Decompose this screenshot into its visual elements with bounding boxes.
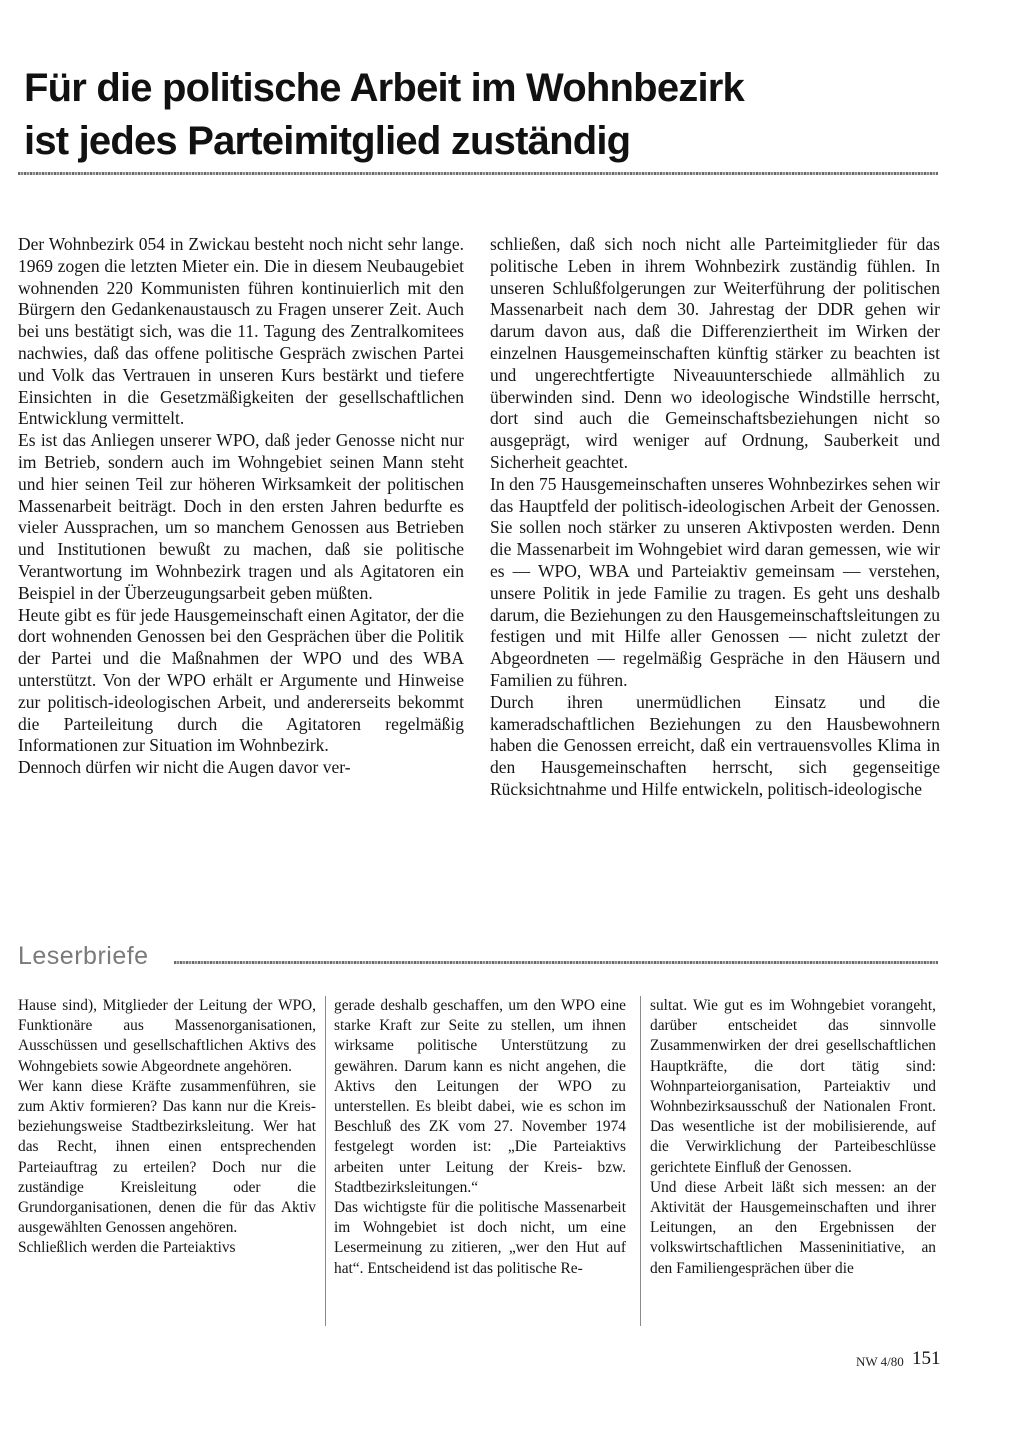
letters-paragraph: Hause sind), Mitglieder der Leitung der WPO, Funktionäre aus Massenorganisationen, Ausschüssen und gesellschaftlichen Aktivs des Wohngebiets sowie Abgeordnete angehören. [18,997,316,1075]
column-separator [325,996,326,1326]
article-column-left [18,234,464,779]
section-divider [174,961,938,964]
letters-column-2 [334,996,626,1279]
letters-column-3 [650,996,936,1279]
article-paragraph: Es ist das Anliegen unserer WPO, daß jeder Genosse nicht nur im Betrieb, sondern auch im Wohngebiet seinen Mann steht und hier seinen Teil zur höheren Wirksamkeit der politischen Massenarbeit beiträgt. Doch in den ersten Jahren bedurfte es vieler Aussprachen, um so manchem Genossen aus Betrieben und Institutionen bewußt zu machen, daß sie politische Verantwortung im Wohnbezirk tragen und als Agitatoren ein Beispiel in der Überzeugungsarbeit geben müßten. [18,430,464,603]
article-column-right [490,234,940,801]
article-paragraph: Durch ihren unermüdlichen Einsatz und die kameradschaftlichen Beziehungen zu den Hausbewohnern haben die Genossen erreicht, daß ein vertrauensvolles Klima in den Hausgemeinschaften herrscht, sich gegenseitige Rücksichtnahme und Hilfe entwickeln, politisch-ideologische [490,691,940,799]
journal-reference: NW 4/80 [856,1354,904,1369]
column-separator [640,996,641,1326]
page-number: 151 [912,1348,941,1369]
article-paragraph: In den 75 Hausgemeinschaften unseres Wohnbezirkes sehen wir das Hauptfeld der politisch-ideologischen Arbeit der Genossen. Sie sollen noch stärker zu unseren Aktivposten werden. Denn die Massenarbeit im Wohngebiet wird daran gemessen, wie wir es — WPO, WBA und Parteiaktiv gemeinsam — verstehen, unsere Politik in jede Familie zu tragen. Es geht uns deshalb darum, die Beziehungen zu den Hausgemeinschaftsleitungen zu festigen und mit Hilfe aller Genossen — nicht zuletzt der Abgeordneten — regelmäßig Gespräche in den Häusern und Familien zu führen. [490,473,940,690]
article-paragraph: schließen, daß sich noch nicht alle Parteimitglieder für das politische Leben in ihrem Wohnbezirk zuständig fühlen. In unseren Schlußfolgerungen zur Weiterführung der politischen Massenarbeit nach dem 30. Jahrestag der DDR gehen wir darum davon aus, daß die Differenziertheit im Wirken der einzelnen Hausgemeinschaften künftig stärker zu beachten ist und ungerechtfertigte Niveauunterschiede allmählich zu überwinden sind. Denn wo ideologische Windstille herrscht, dort sind auch die Gemeinschaftsbeziehungen nicht so ausgeprägt, wird weniger auf Ordnung, Sauberkeit und Sicherheit geachtet. [490,234,940,472]
letters-paragraph: Wer kann diese Kräfte zusammenführen, sie zum Aktiv formieren? Das kann nur die Kreis- beziehungsweise Stadtbezirksleitung. Wer hat das Recht, ihnen einen entsprechenden Parteiauftrag zu erteilen? Doch nur die zuständige Kreisleitung oder die Grundorganisationen, denen die für das Aktiv ausgewählten Genossen angehören. [18,1077,316,1237]
letters-paragraph: sultat. Wie gut es im Wohngebiet vorangeht, darüber entscheidet das sinnvolle Zusammenwirken der drei gesellschaftlichen Hauptkräfte, die dort tätig sind: Wohnparteiorganisation, Parteiaktiv und Wohnbezirksausschuß der Nationalen Front. Das wesentliche ist der mobilisierende, auf die Verwirklichung der Parteibeschlüsse gerichtete Einfluß der Genossen. [650,997,936,1176]
letters-paragraph: gerade deshalb geschaffen, um den WPO eine starke Kraft zur Seite zu stellen, um ihnen wirksame politische Unterstützung zu gewähren. Darum kann es nicht angehen, die Aktivs den Leitungen der WPO zu unterstellen. Es bleibt dabei, wie es schon im Beschluß des ZK vom 27. November 1974 festgelegt worden ist: „Die Parteiaktivs arbeiten unter Leitung der Kreis- bzw. Stadtbezirksleitungen.“ [334,997,626,1196]
article-paragraph: Dennoch dürfen wir nicht die Augen davor ver- [18,757,351,778]
headline-line: Für die politische Arbeit im Wohnbezirk [24,66,744,110]
headline-line: ist jedes Parteimitglied zuständig [24,119,631,163]
article-paragraph: Heute gibt es für jede Hausgemeinschaft einen Agitator, der die dort wohnenden Genossen bei den Gesprächen über die Politik der Partei und die Maßnahmen der WPO und des WBA unterstützt. Von der WPO erhält er Argumente und Hinweise zur politisch-ideologischen Arbeit, und andererseits bekommt die Parteileitung durch die Agitatoren regelmäßig Informationen zur Situation im Wohnbezirk. [18,604,464,756]
letters-paragraph: Schließlich werden die Parteiaktivs [18,1239,236,1257]
letters-paragraph: Das wichtigste für die politische Massenarbeit im Wohngebiet ist doch nicht, um eine Lesermeinung zu zitieren, „wer den Hut auf hat“. Entscheidend ist das politische Re- [334,1199,626,1277]
letters-column-1 [18,996,316,1259]
headline-divider [18,172,938,175]
article-paragraph: Der Wohnbezirk 054 in Zwickau besteht noch nicht sehr lange. 1969 zogen die letzten Mieter ein. Die in diesem Neubaugebiet wohnenden 220 Kommunisten führen kontinuierlich mit den Bürgern den Gedankenaustausch zu Fragen unserer Zeit. Auch bei uns bestätigt sich, was die 11. Tagung des Zentralkomitees nachwies, daß das offene politische Gespräch zwischen Partei und Volk das Vertrauen in unseren Kurs bestärkt und tiefere Einsichten in die Gesetzmäßigkeiten der gesellschaftlichen Entwicklung vermittelt. [18,234,464,429]
letters-paragraph: Und diese Arbeit läßt sich messen: an der Aktivität der Hausgemeinschaften und ihrer Leitungen, an den Ergebnissen der volkswirtschaftlichen Masseninitiative, an den Familiengesprächen über die [650,1178,936,1277]
section-label-leserbriefe: Leserbriefe [18,942,149,970]
article-headline [24,62,974,168]
